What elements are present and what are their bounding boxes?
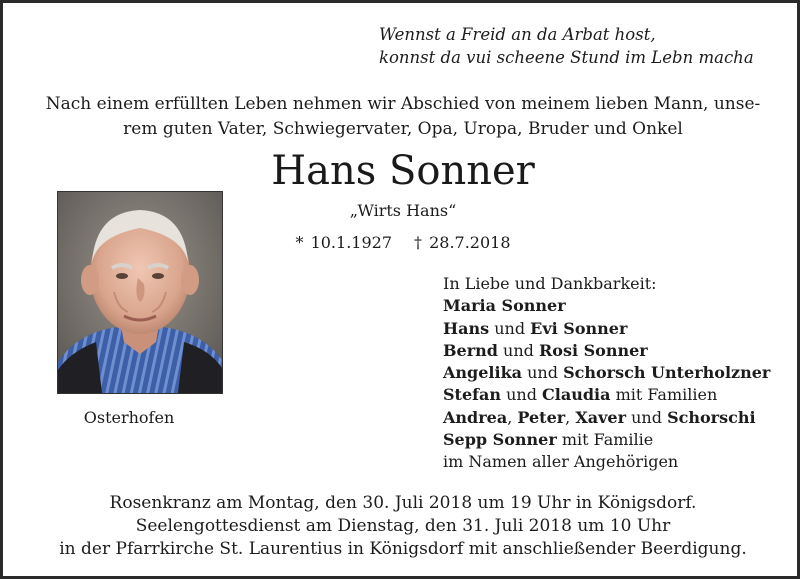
mourner-name: Sepp Sonner (443, 430, 557, 450)
mourner-line (443, 340, 770, 362)
mourner-name: Stefan (443, 385, 502, 405)
mourner-line (443, 362, 770, 384)
mourner-name: Schorschi (667, 407, 756, 427)
mourner-name: Rosi Sonner (538, 340, 648, 360)
mourner-connector: und (501, 385, 543, 405)
mourner-line (443, 384, 770, 406)
intro-line-2: rem guten Vater, Schwiegervater, Opa, Uropa, Bruder und Onkel (123, 119, 683, 139)
motto-line-1: Wennst a Freid an da Arbat host, (379, 25, 656, 44)
deceased-name: Hans Sonner (271, 148, 535, 194)
mourner-connector: und (489, 318, 531, 338)
mourner-name: Hans (443, 318, 490, 338)
portrait-photo (57, 191, 223, 394)
portrait-photo-illustration (58, 192, 222, 393)
mourner-name: Peter (517, 407, 566, 427)
residence-place: Osterhofen (83, 408, 175, 427)
service-line-2: Seelengottesdienst am Dienstag, den 31. Juli 2018 um 10 Uhr (135, 516, 671, 536)
mourner-connector: und (522, 363, 564, 383)
mourner-name: Evi Sonner (530, 318, 628, 338)
service-line-3: in der Pfarrkirche St. Laurentius in Königsdorf mit anschließender Beerdigung. (59, 539, 747, 559)
mourner-name: Maria Sonner (443, 296, 566, 316)
mourner-line (443, 318, 770, 340)
deceased-nickname: „Wirts Hans“ (349, 201, 457, 220)
mourner-name: Xaver (575, 407, 627, 427)
mourners-list (443, 273, 770, 474)
mourner-name: Angelika (443, 363, 523, 383)
mourner-name: Bernd (443, 340, 498, 360)
mourner-connector: im Namen aller Angehörigen (443, 452, 679, 472)
mourner-connector: mit Familien (610, 385, 718, 405)
birth-date: * 10.1.1927 (295, 233, 392, 252)
mourner-line (443, 407, 770, 429)
mourners-lines (443, 295, 770, 473)
service-details (3, 492, 800, 561)
motto-quote (379, 23, 754, 69)
intro-line-1: Nach einem erfüllten Leben nehmen wir Abschied von meinem lieben Mann, unse- (45, 94, 761, 114)
mourner-line (443, 295, 770, 317)
mourner-line (443, 451, 770, 473)
mourner-name: Andrea (443, 407, 508, 427)
intro-text (33, 92, 773, 142)
death-date: † 28.7.2018 (414, 233, 511, 252)
mourner-connector: und (497, 340, 539, 360)
mourner-connector: , (565, 407, 576, 427)
mourner-connector: mit Familie (556, 430, 654, 450)
motto-line-2: konnst da vui scheene Stund im Lebn macha (379, 48, 754, 67)
mourners-heading: In Liebe und Dankbarkeit: (443, 274, 657, 293)
mourner-connector: und (626, 407, 668, 427)
mourner-line (443, 429, 770, 451)
mourner-name: Claudia (542, 385, 611, 405)
mourner-name: Schorsch Unterholzner (563, 363, 771, 383)
service-line-1: Rosenkranz am Montag, den 30. Juli 2018 um 19 Uhr in Königsdorf. (109, 493, 697, 513)
mourner-connector: , (507, 407, 518, 427)
